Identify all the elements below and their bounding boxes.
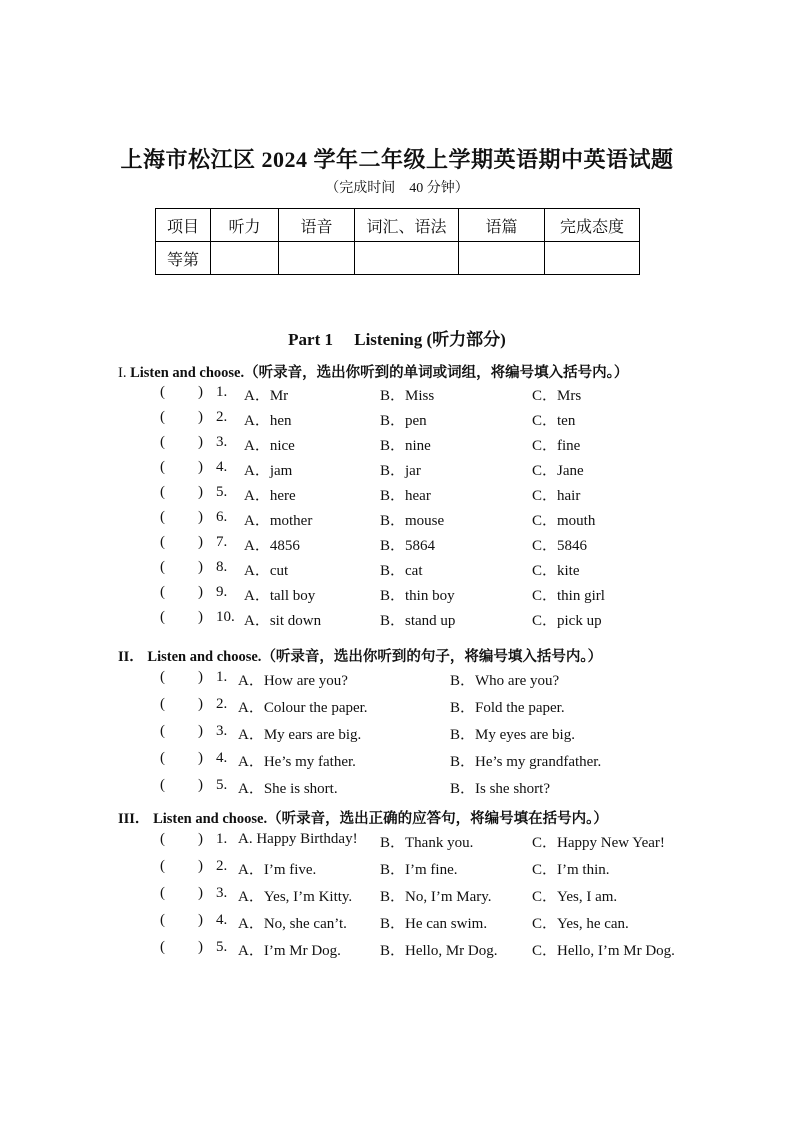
answer-paren-close: ) (198, 409, 203, 425)
option-c: C．Yes, he can. (532, 916, 629, 932)
answer-paren-close: ) (198, 723, 203, 739)
option-a: A．cut (244, 563, 289, 579)
question-row (0, 939, 794, 961)
question-number: 5. (216, 777, 228, 793)
answer-paren-close: ) (198, 939, 203, 955)
option-b: B．nine (380, 438, 431, 454)
answer-paren-close: ) (198, 584, 203, 600)
section-instruction-zh: （听录音，选出你听到的单词或词组，将编号填入括号内。） (244, 365, 629, 381)
option-a: A．Yes, I’m Kitty. (238, 889, 353, 905)
question-row (0, 509, 794, 531)
option-b: B．pen (380, 413, 427, 429)
option-c: C．ten (532, 413, 576, 429)
grade-cell: 语篇 (459, 209, 545, 242)
option-c: C．hair (532, 488, 581, 504)
answer-paren-open[interactable]: ( (160, 434, 165, 450)
question-row (0, 559, 794, 581)
grade-input-cell[interactable] (355, 242, 459, 275)
section-instruction-zh: （听录音，选出正确的应答句，将编号填在括号内。） (267, 811, 608, 827)
option-a: A．tall boy (244, 588, 316, 604)
option-a: A．hen (244, 413, 292, 429)
answer-paren-close: ) (198, 459, 203, 475)
option-a: A．Colour the paper. (238, 700, 368, 716)
option-b: B．Thank you. (380, 835, 474, 851)
option-b: B．Is she short? (450, 781, 550, 797)
section-instruction-en: Listen and choose. (130, 365, 245, 381)
question-number: 4. (216, 459, 228, 475)
answer-paren-close: ) (198, 559, 203, 575)
question-row (0, 750, 794, 772)
answer-paren-close: ) (198, 534, 203, 550)
option-a: A．I’m five. (238, 862, 317, 878)
grade-table-grade-row (156, 242, 640, 275)
grade-cell: 等第 (156, 242, 211, 275)
question-number: 8. (216, 559, 228, 575)
section-heading (118, 361, 628, 382)
section-label: II． (118, 649, 144, 665)
answer-paren-close: ) (198, 609, 203, 625)
time-limit: （完成时间 40 分钟） (325, 181, 469, 196)
question-row (0, 858, 794, 880)
question-number: 1. (216, 669, 228, 685)
answer-paren-open[interactable]: ( (160, 777, 165, 793)
option-a: A．jam (244, 463, 293, 479)
question-number: 6. (216, 509, 228, 525)
question-number: 1. (216, 384, 228, 400)
question-row (0, 777, 794, 799)
option-c: C．Happy New Year! (532, 835, 665, 851)
grade-table (155, 208, 640, 275)
answer-paren-open[interactable]: ( (160, 509, 165, 525)
answer-paren-open[interactable]: ( (160, 484, 165, 500)
answer-paren-close: ) (198, 858, 203, 874)
option-b: B．cat (380, 563, 423, 579)
option-c: C．Hello, I’m Mr Dog. (532, 943, 675, 959)
option-b: B．jar (380, 463, 421, 479)
answer-paren-close: ) (198, 885, 203, 901)
question-number: 3. (216, 885, 228, 901)
answer-paren-open[interactable]: ( (160, 459, 165, 475)
grade-cell: 语音 (279, 209, 355, 242)
option-a: A．mother (244, 513, 313, 529)
option-a: A．4856 (244, 538, 300, 554)
question-row (0, 696, 794, 718)
answer-paren-close: ) (198, 831, 203, 847)
option-c: C．fine (532, 438, 581, 454)
grade-input-cell[interactable] (459, 242, 545, 275)
option-c: C．5846 (532, 538, 588, 554)
option-c: C．Mrs (532, 388, 582, 404)
section-heading (118, 645, 602, 666)
option-c: C．thin girl (532, 588, 605, 604)
question-row (0, 434, 794, 456)
option-c: C．Yes, I am. (532, 889, 618, 905)
question-number: 3. (216, 434, 228, 450)
option-b: B．He’s my grandfather. (450, 754, 602, 770)
grade-input-cell[interactable] (211, 242, 279, 275)
question-row (0, 459, 794, 481)
answer-paren-open[interactable]: ( (160, 750, 165, 766)
option-c: C．kite (532, 563, 580, 579)
question-row (0, 831, 794, 853)
section-heading (118, 807, 608, 828)
grade-cell: 听力 (211, 209, 279, 242)
question-row (0, 669, 794, 691)
section-instruction-en: Listen and choose. (147, 649, 262, 665)
option-c: C．I’m thin. (532, 862, 610, 878)
grade-input-cell[interactable] (279, 242, 355, 275)
answer-paren-open[interactable]: ( (160, 609, 165, 625)
option-b: B．No, I’m Mary. (380, 889, 492, 905)
option-a: A．How are you? (238, 673, 348, 689)
option-c: C．mouth (532, 513, 596, 529)
answer-paren-open[interactable]: ( (160, 534, 165, 550)
answer-paren-close: ) (198, 484, 203, 500)
section-instruction-en: Listen and choose. (153, 811, 268, 827)
section-instruction-zh: （听录音，选出你听到的句子，将编号填入括号内。） (261, 649, 603, 665)
option-a: A．She is short. (238, 781, 338, 797)
option-b: B．Fold the paper. (450, 700, 565, 716)
answer-paren-close: ) (198, 777, 203, 793)
answer-paren-open[interactable]: ( (160, 409, 165, 425)
question-number: 9. (216, 584, 228, 600)
answer-paren-open[interactable]: ( (160, 885, 165, 901)
answer-paren-close: ) (198, 696, 203, 712)
option-b: B．5864 (380, 538, 436, 554)
option-b: B．mouse (380, 513, 445, 529)
grade-cell: 词汇、语法 (355, 209, 459, 242)
option-a: A．My ears are big. (238, 727, 362, 743)
answer-paren-close: ) (198, 669, 203, 685)
question-row (0, 912, 794, 934)
grade-table-header-row (156, 209, 640, 242)
question-row (0, 384, 794, 406)
section-label: III． (118, 811, 150, 827)
option-a: A．Mr (244, 388, 289, 404)
question-number: 1. (216, 831, 228, 847)
answer-paren-open[interactable]: ( (160, 669, 165, 685)
option-b: B．I’m fine. (380, 862, 458, 878)
answer-paren-open[interactable]: ( (160, 584, 165, 600)
answer-paren-open[interactable]: ( (160, 723, 165, 739)
answer-paren-close: ) (198, 912, 203, 928)
option-a: A．nice (244, 438, 295, 454)
answer-paren-open[interactable]: ( (160, 559, 165, 575)
option-b: B．stand up (380, 613, 456, 629)
question-number: 4. (216, 912, 228, 928)
page-title: 上海市松江区 2024 学年二年级上学期英语期中英语试题 (120, 147, 674, 172)
option-a: A．He’s my father. (238, 754, 356, 770)
answer-paren-open[interactable]: ( (160, 384, 165, 400)
question-number: 3. (216, 723, 228, 739)
section-label: I. (118, 365, 127, 381)
question-number: 5. (216, 939, 228, 955)
question-row (0, 609, 794, 631)
option-b: B．He can swim. (380, 916, 488, 932)
question-number: 5. (216, 484, 228, 500)
question-number: 7. (216, 534, 228, 550)
answer-paren-open[interactable]: ( (160, 696, 165, 712)
question-row (0, 484, 794, 506)
answer-paren-close: ) (198, 509, 203, 525)
part-title: Part 1 Listening (听力部分) (288, 330, 506, 349)
question-row (0, 409, 794, 431)
question-number: 2. (216, 409, 228, 425)
answer-paren-close: ) (198, 750, 203, 766)
answer-paren-open[interactable]: ( (160, 831, 165, 847)
option-c: C．Jane (532, 463, 584, 479)
answer-paren-open[interactable]: ( (160, 858, 165, 874)
option-b: B．Who are you? (450, 673, 560, 689)
option-a: A．I’m Mr Dog. (238, 943, 341, 959)
question-row (0, 584, 794, 606)
question-row (0, 534, 794, 556)
question-number: 2. (216, 696, 228, 712)
option-a: A. Happy Birthday! (238, 831, 358, 847)
question-number: 4. (216, 750, 228, 766)
grade-cell: 完成态度 (545, 209, 640, 242)
answer-paren-close: ) (198, 434, 203, 450)
answer-paren-close: ) (198, 384, 203, 400)
option-b: B．thin boy (380, 588, 455, 604)
question-row (0, 723, 794, 745)
question-number: 2. (216, 858, 228, 874)
question-number: 10. (216, 609, 235, 625)
answer-paren-open[interactable]: ( (160, 912, 165, 928)
answer-paren-open[interactable]: ( (160, 939, 165, 955)
option-b: B．My eyes are big. (450, 727, 575, 743)
option-b: B．hear (380, 488, 431, 504)
option-b: B．Hello, Mr Dog. (380, 943, 498, 959)
option-b: B．Miss (380, 388, 435, 404)
option-c: C．pick up (532, 613, 602, 629)
option-a: A．sit down (244, 613, 322, 629)
option-a: A．No, she can’t. (238, 916, 347, 932)
grade-cell: 项目 (156, 209, 211, 242)
option-a: A．here (244, 488, 296, 504)
question-row (0, 885, 794, 907)
grade-input-cell[interactable] (545, 242, 640, 275)
